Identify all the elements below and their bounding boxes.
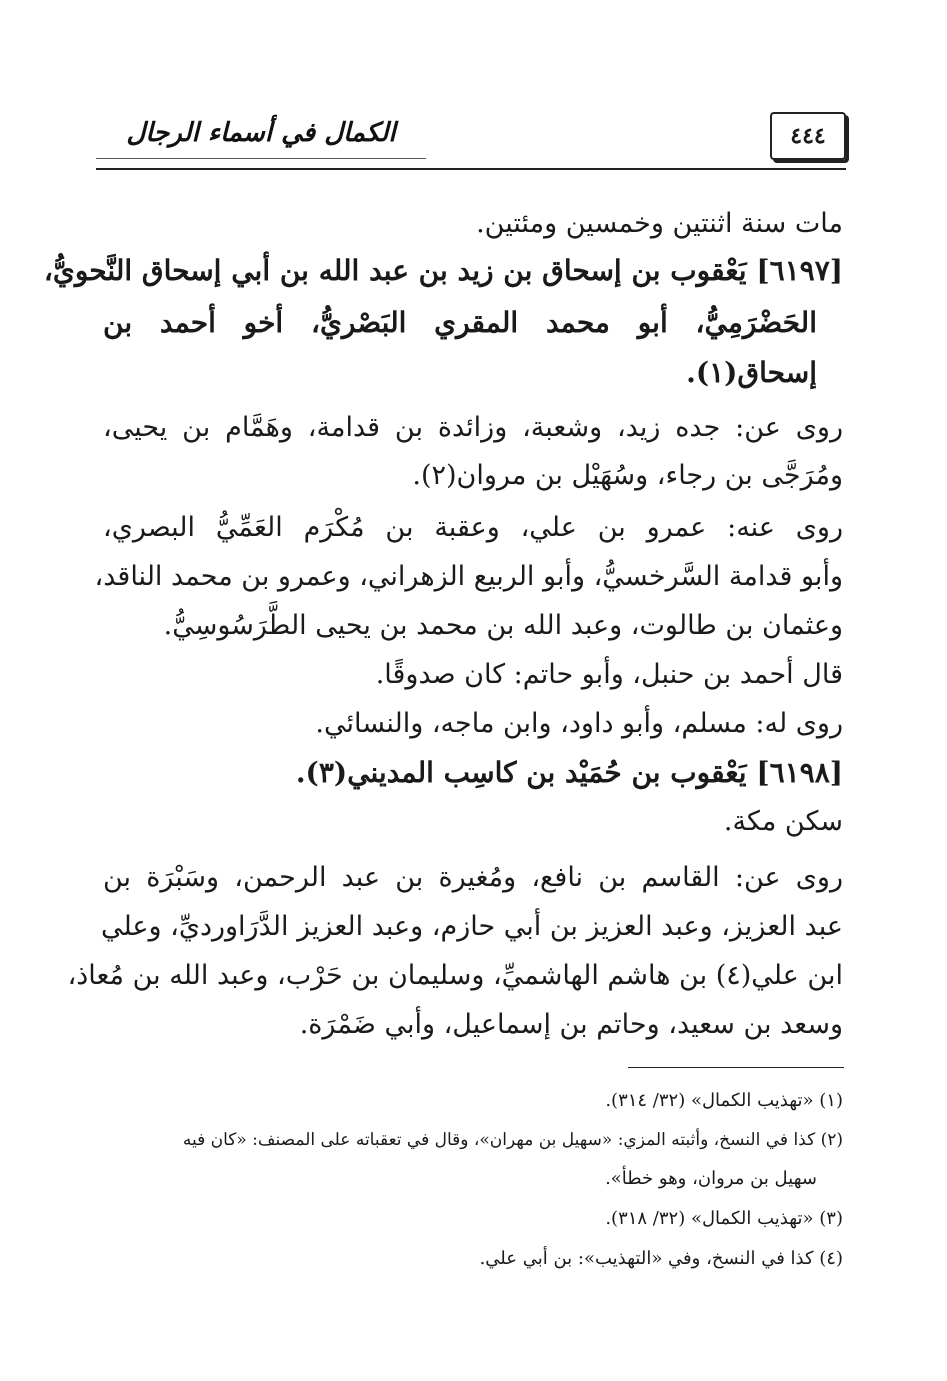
text-line: وعثمان بن طالوت، وعبد الله بن محمد بن يحيى الطَّرَسُوسِيُّ. bbox=[163, 610, 843, 641]
footnote-divider bbox=[628, 1067, 844, 1068]
entry-heading-6197-cont: الحَضْرَمِيُّ، أبو محمد المقري البَصْريُّ، أخو أحمد بن bbox=[103, 306, 817, 339]
entry-heading-6198: [٦١٩٨] يَعْقوب بن حُمَيْد بن كاسِب المديني(٣). bbox=[295, 756, 843, 789]
page-number: ٤٤٤ bbox=[770, 112, 846, 160]
running-header bbox=[96, 108, 846, 168]
footnote-1: (١) «تهذيب الكمال» (٣٢/ ٣١٤). bbox=[605, 1090, 843, 1111]
footnote-4: (٤) كذا في النسخ، وفي «التهذيب»: بن أبي علي. bbox=[479, 1248, 843, 1269]
text-line: سكن مكة. bbox=[723, 806, 843, 837]
entry-heading-6197: [٦١٩٧] يَعْقوب بن إسحاق بن زيد بن عبد الله بن أبي إسحاق النَّحويُّ، bbox=[43, 254, 843, 287]
text-line: ومُرَجَّى بن رجاء، وسُهَيْل بن مروان(٢). bbox=[412, 460, 843, 491]
text-line: وأبو قدامة السَّرخسيُّ، وأبو الربيع الزهراني، وعمرو بن محمد الناقد، bbox=[94, 561, 843, 592]
text-line: روى عن: جده زيد، وشعبة، وزائدة بن قدامة، وهَمَّام بن يحيى، bbox=[103, 412, 843, 443]
text-line: روى عن: القاسم بن نافع، ومُغيرة بن عبد الرحمن، وسَبْرَة بن bbox=[103, 862, 843, 893]
text-line: وسعد بن سعيد، وحاتم بن إسماعيل، وأبي ضَمْرَة. bbox=[299, 1009, 843, 1040]
text-line: قال أحمد بن حنبل، وأبو حاتم: كان صدوقًا. bbox=[375, 659, 843, 690]
text-line: ابن علي(٤) بن هاشم الهاشميِّ، وسليمان بن حَرْب، وعبد الله بن مُعاذ، bbox=[67, 960, 843, 991]
text-line: عبد العزيز، وعبد العزيز بن أبي حازم، وعبد العزيز الدَّرَاورديِّ، وعلي bbox=[100, 911, 843, 942]
footnote-2-cont: سهيل بن مروان، وهو خطأ». bbox=[605, 1168, 817, 1189]
text-line: مات سنة اثنتين وخمسين ومئتين. bbox=[476, 208, 843, 239]
text-line: روى له: مسلم، وأبو داود، وابن ماجه، والنسائي. bbox=[315, 708, 843, 739]
text-line: روى عنه: عمرو بن علي، وعقبة بن مُكْرَم العَمِّيُّ البصري، bbox=[103, 512, 843, 543]
book-title-calligraphy: الكمال في أسماء الرجال bbox=[96, 108, 426, 159]
entry-heading-6197-end: إسحاق(١). bbox=[686, 356, 817, 389]
header-divider bbox=[96, 168, 846, 170]
footnote-2: (٢) كذا في النسخ، وأثبته المزي: «سهيل بن مهران»، وقال في تعقباته على المصنف: «كان فيه bbox=[182, 1130, 843, 1150]
footnote-3: (٣) «تهذيب الكمال» (٣٢/ ٣١٨). bbox=[605, 1208, 843, 1229]
